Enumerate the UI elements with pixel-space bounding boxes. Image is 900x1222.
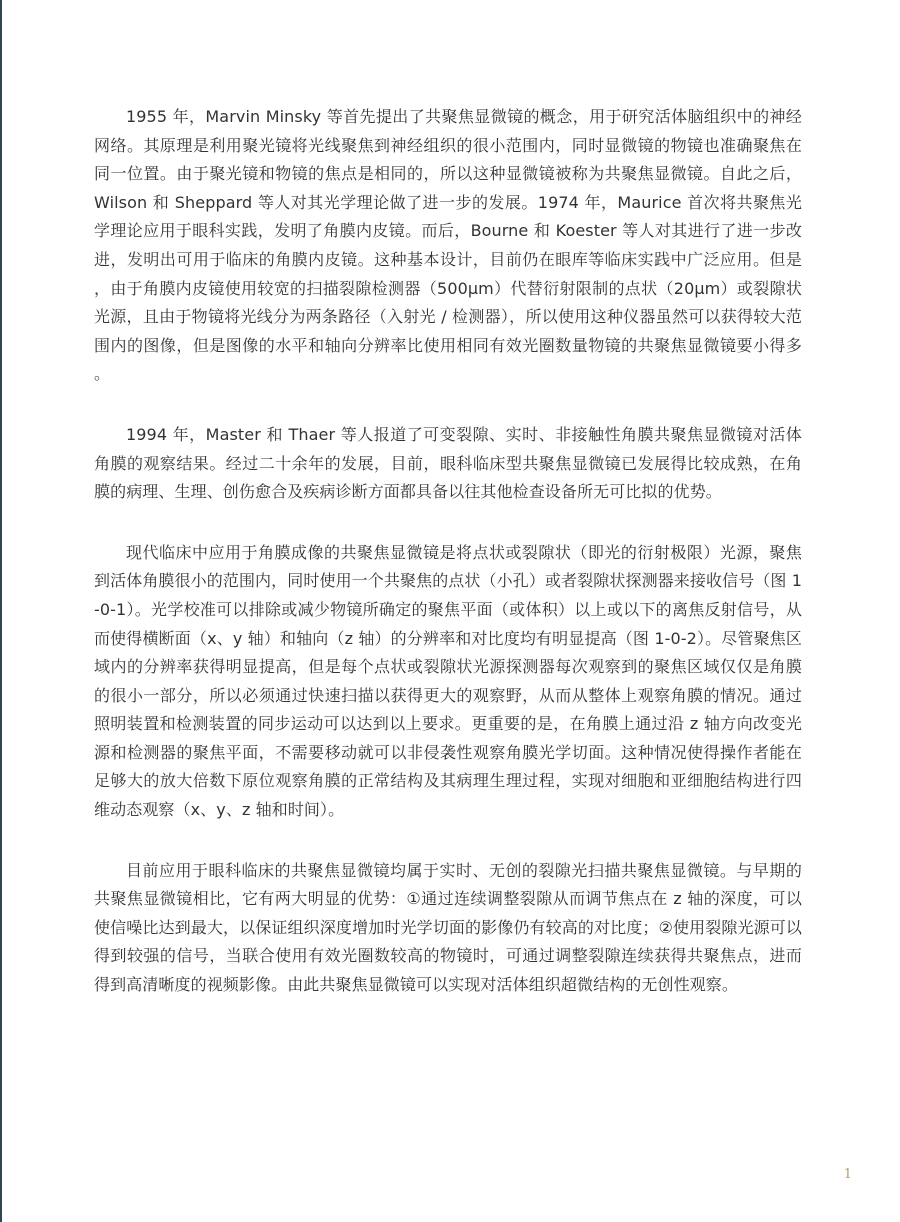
paragraph-history-1994: 1994 年，Master 和 Thaer 等人报道了可变裂隙、实时、非接触性角膜共聚焦显微镜对活体角膜的观察结果。经过二十余年的发展，目前，眼科临床型共聚焦显微镜已发展得比较成熟，在角膜的病理、生理、创伤愈合及疾病诊断方面都具备以往其他检查设备所无可比拟的优势。 bbox=[94, 424, 802, 502]
paragraph-modern-principle: 现代临床中应用于角膜成像的共聚焦显微镜是将点状或裂隙状（即光的衍射极限）光源，聚焦到活体角膜很小的范围内，同时使用一个共聚焦的点状（小孔）或者裂隙状探测器来接收信号（图 1-0-1）。光学校准可以排除或减少物镜所确定的聚焦平面（或体积）以上或以下的离焦反射信号，从而使得横断面（x、y 轴）和轴向（z 轴）的分辨率和对比度均有明显提高（图 1-0-2）。尽管聚焦区域内的分辨率获得明显提高，但是每个点状或裂隙状光源探测器每次观察到的聚焦区域仅仅是角膜的很小一部分，所以必须通过快速扫描以获得更大的观察野，从而从整体上观察角膜的情况。通过照明装置和检测装置的同步运动可以达到以上要求。更重要的是，在角膜上通过沿 z 轴方向改变光源和检测器的聚焦平面，不需要移动就可以非侵袭性观察角膜光学切面。这种情况使得操作者能在足够大的放大倍数下原位观察角膜的正常结构及其病理生理过程，实现对细胞和亚细胞结构进行四维动态观察（x、y、z 轴和时间）。 bbox=[94, 542, 802, 820]
document-body bbox=[94, 103, 802, 1032]
page-edge-rule bbox=[0, 0, 2, 1222]
paragraph-history-minsky: 1955 年，Marvin Minsky 等首先提出了共聚焦显微镜的概念，用于研究活体脑组织中的神经网络。其原理是利用聚光镜将光线聚焦到神经组织的很小范围内，同时显微镜的物镜也准确聚焦在同一位置。由于聚光镜和物镜的焦点是相同的，所以这种显微镜被称为共聚焦显微镜。自此之后，Wilson 和 Sheppard 等人对其光学理论做了进一步的发展。1974 年，Maurice 首次将共聚焦光学理论应用于眼科实践，发明了角膜内皮镜。而后，Bourne 和 Koester 等人对其进行了进一步改进，发明出可用于临床的角膜内皮镜。这种基本设计，目前仍在眼库等临床实践中广泛应用。但是，由于角膜内皮镜使用较宽的扫描裂隙检测器（500μm）代替衍射限制的点状（20μm）或裂隙状光源，且由于物镜将光线分为两条路径（入射光 / 检测器），所以使用这种仪器虽然可以获得较大范围内的图像，但是图像的水平和轴向分辨率比使用相同有效光圈数量物镜的共聚焦显微镜要小得多。 bbox=[94, 107, 802, 384]
page-number: 1 bbox=[843, 1167, 852, 1182]
paragraph-slit-scanning-advantages: 目前应用于眼科临床的共聚焦显微镜均属于实时、无创的裂隙光扫描共聚焦显微镜。与早期的共聚焦显微镜相比，它有两大明显的优势：①通过连续调整裂隙从而调节焦点在 z 轴的深度，可以使信噪比达到最大，以保证组织深度增加时光学切面的影像仍有较高的对比度；②使用裂隙光源可以得到较强的信号，当联合使用有效光圈数较高的物镜时，可通过调整裂隙连续获得共聚焦点，进而得到高清晰度的视频影像。由此共聚焦显微镜可以实现对活体组织超微结构的无创性观察。 bbox=[94, 860, 802, 995]
